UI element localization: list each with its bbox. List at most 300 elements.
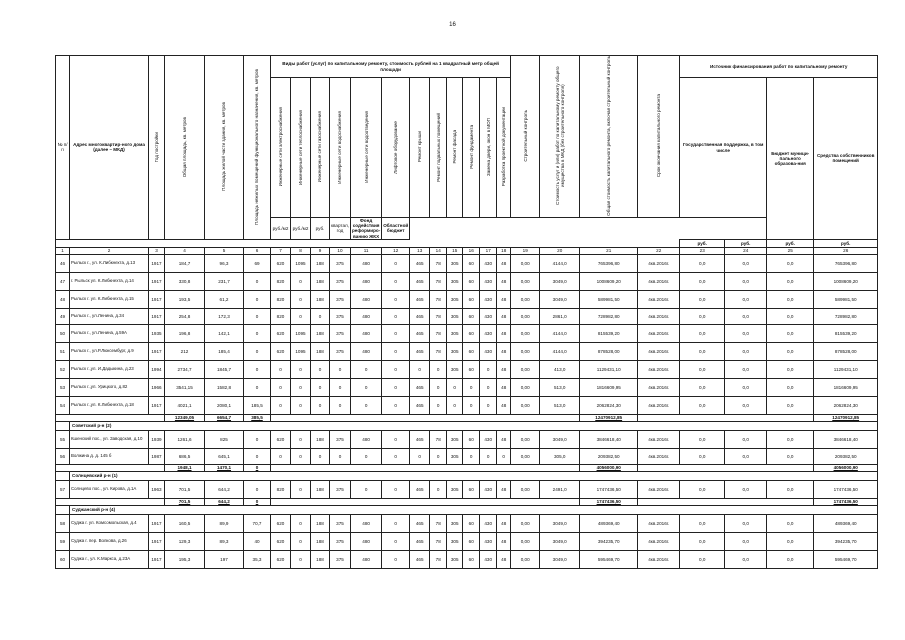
row-work-12: 48 [497,396,511,414]
row-regional: 0,0 [725,532,767,550]
row-number: 47 [56,272,70,290]
row-work-8: 78 [430,254,447,272]
row-total-area: 686,5 [165,448,205,464]
subtotal-works-blank [271,414,580,421]
header-total-cost-text: Общая стоимость капитального ремонта, включая строительный контроль [606,56,612,216]
header-works-group: Виды работ (услуг) по капитальному ремонту, стоимость рублей на 1 квадратный метр общей площади [271,56,511,78]
row-work-3: 188 [311,532,330,550]
row-total-area: 1261,6 [165,430,205,448]
row-municipal: 0,0 [767,430,814,448]
row-control: 0,00 [511,290,540,308]
row-owners: 878528,00 [814,342,878,360]
row-work-12: 48 [497,324,511,342]
table-row [56,532,878,550]
column-number-2: 2 [70,247,149,254]
row-deadline: 4кв.2016г. [638,324,680,342]
unit-row [56,239,878,247]
row-total-cost: 1008609,20 [580,272,638,290]
row-living-area: 61,2 [205,290,244,308]
unit-deadline: квартал, год [330,218,351,240]
row-control: 0,00 [511,532,540,550]
row-total-area: 193,5 [165,290,205,308]
row-total-cost: 2062824,30 [580,396,638,414]
table-row [56,324,878,342]
row-work-9: 305 [447,308,463,324]
row-work-3: 188 [311,550,330,568]
row-number: 55 [56,430,70,448]
column-number-19: 19 [511,247,540,254]
row-work-7: 465 [410,532,430,550]
row-number: 56 [56,448,70,464]
row-work-12: 48 [497,272,511,290]
row-work-7: 465 [410,342,430,360]
row-unit-cost: 3049,0 [540,514,580,532]
row-number: 48 [56,290,70,308]
row-number: 59 [56,532,70,550]
header-deadline [638,56,680,218]
row-unit-cost: 2861,0 [540,308,580,324]
unit-row-spacer [56,239,680,247]
row-work-8: 78 [430,290,447,308]
row-work-5: 0 [350,360,381,378]
row-fund: 0,0 [680,532,725,550]
row-work-3: 0 [311,448,330,464]
row-work-2: 0 [291,308,311,324]
row-total-area: 330,8 [165,272,205,290]
subtotal-row [56,498,878,505]
row-work-7: 465 [410,430,430,448]
row-work-10: 0 [463,378,480,396]
row-total-cost: 489369,40 [580,514,638,532]
row-work-8: 78 [430,550,447,568]
subtotal-total-cost: 4056000,90 [580,464,638,471]
header-work-3-text: Инженерные сети газоснабжения [317,111,323,183]
header-work-1 [271,78,291,218]
section-blank [56,421,70,430]
row-total-cost: 878528,00 [580,342,638,360]
row-control: 0,00 [511,254,540,272]
row-living-area: 231,7 [205,272,244,290]
row-work-5: 0 [350,378,381,396]
row-work-1: 620 [271,550,291,568]
row-work-4: 375 [330,308,351,324]
subtotal-blank [56,464,165,471]
column-number-21: 21 [580,247,638,254]
header-work-8-text: Ремонт подвальных помещений [435,112,441,182]
row-work-10: 60 [463,430,480,448]
row-work-12: 48 [497,514,511,532]
header-total-area [165,56,205,240]
row-year: 1917 [149,342,165,360]
header-work-3 [311,78,330,218]
row-work-10: 60 [463,272,480,290]
row-address: Рыльск г., ул.Ленина, д.59А [70,324,149,342]
subtotal-works-blank [271,464,580,471]
subtotal-works-blank [271,498,580,505]
row-number: 60 [56,550,70,568]
row-number: 54 [56,396,70,414]
row-work-2: 0 [291,378,311,396]
row-municipal: 0,0 [767,272,814,290]
row-total-cost: 1129431,10 [580,360,638,378]
row-work-7: 465 [410,550,430,568]
row-fund: 0,0 [680,272,725,290]
row-work-11: 430 [480,308,497,324]
row-address: Рыльск г.,ул. К.Либкнехта, д.18 [70,396,149,414]
row-work-6: 0 [382,448,410,464]
row-work-1: 0 [271,378,291,396]
row-work-9: 305 [447,360,463,378]
row-work-12: 48 [497,480,511,498]
row-total-cost: 595469,70 [580,550,638,568]
row-work-5: 0 [350,480,381,498]
row-work-4: 375 [330,254,351,272]
row-deadline: 4кв.2016г. [638,396,680,414]
row-number: 53 [56,378,70,396]
row-owners: 2062824,30 [814,396,878,414]
capital-repair-table [55,55,878,569]
header-work-7 [410,78,430,218]
row-total-cost: 765396,80 [580,254,638,272]
row-year: 1917 [149,514,165,532]
row-work-9: 305 [447,514,463,532]
header-fund: Фонд содействия реформиро-ванию ЖКХ [351,218,381,239]
row-work-9: 305 [447,342,463,360]
row-work-3: 0 [311,378,330,396]
section-label: Советский р-н (2) [70,421,878,430]
table-row [56,430,878,448]
row-work-1: 820 [271,480,291,498]
row-address: Рыльск г., ул.Р.Люксембург, д.9 [70,342,149,360]
row-owners: 589981,50 [814,290,878,308]
row-work-2: 0 [291,532,311,550]
row-municipal: 0,0 [767,254,814,272]
row-work-8: 78 [430,308,447,324]
table-row [56,308,878,324]
row-work-2: 0 [291,480,311,498]
row-living-area: 645,1 [205,448,244,464]
row-work-2: 1095 [291,342,311,360]
subtotal-living-area: 644,2 [205,498,244,505]
subtotal-nonres-area: 0 [244,464,271,471]
row-total-cost: 589981,50 [580,290,638,308]
table-row [56,550,878,568]
row-work-5: 480 [350,254,381,272]
section-row [56,421,878,430]
row-nonres-area: 0 [244,290,271,308]
row-nonres-area: 0 [244,430,271,448]
row-unit-cost: 4144,0 [540,254,580,272]
row-municipal: 0,0 [767,378,814,396]
column-number-23: 23 [680,247,725,254]
row-year: 1935 [149,324,165,342]
header-work-1-text: Инженерные сети электроснабжения [277,107,283,187]
row-total-area: 4021,1 [165,396,205,414]
row-work-1: 0 [271,448,291,464]
row-work-4: 375 [330,480,351,498]
column-number-18: 18 [497,247,511,254]
row-address: Волжина д. д. 145 б [70,448,149,464]
row-living-area: 89,3 [205,532,244,550]
row-total-area: 2734,7 [165,360,205,378]
row-number: 46 [56,254,70,272]
row-work-12: 48 [497,550,511,568]
header-work-7-text: Ремонт крыши [417,131,423,163]
row-work-8: 78 [430,272,447,290]
row-fund: 0,0 [680,324,725,342]
row-total-cost: 394235,70 [580,532,638,550]
row-work-12: 48 [497,430,511,448]
header-living-area-text: Площадь жилой части здания, кв. метров [221,102,227,192]
row-fund: 0,0 [680,550,725,568]
row-fund: 0,0 [680,290,725,308]
row-regional: 0,0 [725,430,767,448]
row-fund: 0,0 [680,430,725,448]
row-nonres-area: 0 [244,480,271,498]
row-work-2: 0 [291,550,311,568]
row-fund: 0,0 [680,480,725,498]
row-work-9: 305 [447,290,463,308]
row-deadline: 4кв.2016г. [638,342,680,360]
row-work-3: 188 [311,514,330,532]
row-work-1: 620 [271,342,291,360]
row-municipal: 0,0 [767,480,814,498]
subtotal-row [56,414,878,421]
header-work-6 [382,78,410,218]
row-work-2: 0 [291,396,311,414]
row-control: 0,00 [511,550,540,568]
row-work-11: 430 [480,550,497,568]
subtotal-total-cost: 1747436,50 [580,498,638,505]
row-regional: 0,0 [725,550,767,568]
row-unit-cost: 4144,0 [540,342,580,360]
header-year [149,56,165,240]
row-work-4: 375 [330,532,351,550]
row-deadline: 4кв.2016г. [638,550,680,568]
row-work-4: 375 [330,514,351,532]
row-work-9: 305 [447,532,463,550]
row-work-4: 375 [330,550,351,568]
row-work-6: 0 [382,254,410,272]
subtotal-living-area: 1470,1 [205,464,244,471]
header-funding-group: Источник финансирования работ по капитальному ремонту [680,56,878,78]
row-address: Кшенский пос., ул. Заводская, д.10 [70,430,149,448]
row-control: 0,00 [511,360,540,378]
column-number-9: 9 [311,247,330,254]
row-fund: 0,0 [680,342,725,360]
subtotal-blank [56,414,165,421]
row-control: 0,00 [511,342,540,360]
row-work-4: 0 [330,378,351,396]
row-living-area: 89,9 [205,514,244,532]
row-work-10: 60 [463,254,480,272]
row-address: Рыльск г.,ул. И.Дадыкина, д.23 [70,360,149,378]
header-total-area-text: Общая площадь, кв. метров [181,116,187,177]
column-number-25: 25 [767,247,814,254]
row-work-1: 820 [271,290,291,308]
row-work-2: 0 [291,360,311,378]
header-control [511,56,540,218]
row-nonres-area: 35,3 [244,550,271,568]
row-work-6: 0 [382,430,410,448]
header-nonres-area-text: Площадь нежилых помещений функционального назначения, кв. метров [254,68,260,225]
row-work-2: 0 [291,448,311,464]
row-work-11: 0 [480,448,497,464]
row-number: 57 [56,480,70,498]
row-work-3: 188 [311,430,330,448]
row-total-cost: 1816609,95 [580,378,638,396]
column-number-22: 22 [638,247,680,254]
row-work-9: 0 [447,378,463,396]
row-work-12: 48 [497,308,511,324]
row-deadline: 4кв.2016г. [638,378,680,396]
row-nonres-area: 0 [244,378,271,396]
row-work-3: 0 [311,396,330,414]
subtotal-blank [56,498,165,505]
row-year: 1917 [149,532,165,550]
row-nonres-area: 0 [244,342,271,360]
header-work-10-text: Ремонт фундамента [468,125,474,169]
row-regional: 0,0 [725,308,767,324]
row-work-10: 60 [463,360,480,378]
row-number: 51 [56,342,70,360]
header-work-11 [480,78,497,218]
row-municipal: 0,0 [767,550,814,568]
row-work-11: 430 [480,480,497,498]
row-work-12: 48 [497,532,511,550]
section-row [56,471,878,480]
header-address: Адрес многоквартир-ного дома (далее – МКД) [70,56,149,240]
section-row [56,505,878,514]
row-regional: 0,0 [725,396,767,414]
header-work-9-text: Ремонт фасада [452,130,458,164]
row-work-12: 48 [497,290,511,308]
row-work-4: 375 [330,272,351,290]
row-unit-cost: 305,0 [540,448,580,464]
row-work-11: 0 [480,396,497,414]
row-work-8: 78 [430,514,447,532]
row-nonres-area: 185,5 [244,396,271,414]
row-living-area: 197 [205,550,244,568]
row-owners: 394235,70 [814,532,878,550]
row-year: 1939 [149,430,165,448]
row-work-12: 0 [497,448,511,464]
row-work-12: 48 [497,342,511,360]
row-unit-cost: 2491,0 [540,480,580,498]
row-municipal: 0,0 [767,448,814,464]
row-work-12: 48 [497,360,511,378]
row-municipal: 0,0 [767,290,814,308]
column-number-row [56,247,878,254]
row-work-3: 0 [311,308,330,324]
row-total-area: 129,3 [165,532,205,550]
row-unit-cost: 513,0 [540,378,580,396]
header-work-12 [497,78,511,218]
unit-fund: руб. [680,239,725,247]
subtotal-nonres-area: 385,5 [244,414,271,421]
row-owners: 765396,80 [814,254,878,272]
row-total-cost: 815539,20 [580,324,638,342]
table-row [56,342,878,360]
row-owners: 1816609,95 [814,378,878,396]
row-living-area: 185,4 [205,342,244,360]
table-row [56,254,878,272]
row-year: 1994 [149,360,165,378]
row-work-4: 375 [330,342,351,360]
row-total-cost: 728982,80 [580,308,638,324]
row-control: 0,00 [511,430,540,448]
table-row [56,378,878,396]
row-work-5: 480 [350,272,381,290]
row-deadline: 4кв.2016г. [638,308,680,324]
row-work-8: 78 [430,342,447,360]
row-work-6: 0 [382,550,410,568]
row-control: 0,00 [511,308,540,324]
row-work-2: 0 [291,272,311,290]
row-municipal: 0,0 [767,514,814,532]
subtotal-mid-blank [638,464,814,471]
row-work-5: 480 [350,308,381,324]
header-work-2 [291,78,311,218]
section-label: Суджанский р-н (4) [70,505,878,514]
row-year: 1917 [149,290,165,308]
row-number: 58 [56,514,70,532]
row-control: 0,00 [511,272,540,290]
subtotal-owners: 12470912,85 [814,414,878,421]
header-work-5 [350,78,381,218]
subtotal-mid-blank [638,498,814,505]
row-address: Суджа г., ул. К.Маркса, д.23А [70,550,149,568]
table-row [56,360,878,378]
column-number-24: 24 [725,247,767,254]
row-year: 1963 [149,480,165,498]
header-unit-cost [540,56,580,218]
row-work-10: 60 [463,324,480,342]
row-owners: 1747436,50 [814,480,878,498]
row-living-area: 825 [205,430,244,448]
row-owners: 815539,20 [814,324,878,342]
row-work-6: 0 [382,324,410,342]
header-nonres-area [244,56,271,240]
row-work-3: 188 [311,290,330,308]
row-deadline: 4кв.2016г. [638,448,680,464]
row-work-7: 0 [410,360,430,378]
row-total-area: 195,3 [165,550,205,568]
row-municipal: 0,0 [767,308,814,324]
row-municipal: 0,0 [767,342,814,360]
row-year: 1917 [149,550,165,568]
row-work-1: 620 [271,254,291,272]
row-fund: 0,0 [680,514,725,532]
row-municipal: 0,0 [767,396,814,414]
row-work-12: 48 [497,254,511,272]
row-work-4: 375 [330,290,351,308]
row-work-11: 430 [480,532,497,550]
row-living-area: 142,1 [205,324,244,342]
row-work-2: 0 [291,514,311,532]
row-work-7: 465 [410,308,430,324]
row-living-area: 1582,8 [205,378,244,396]
row-regional: 0,0 [725,514,767,532]
row-total-area: 196,8 [165,324,205,342]
row-control: 0,00 [511,480,540,498]
row-work-11: 430 [480,324,497,342]
row-fund: 0,0 [680,254,725,272]
row-deadline: 4кв.2016г. [638,514,680,532]
column-number-5: 5 [205,247,244,254]
row-control: 0,00 [511,378,540,396]
row-work-11: 430 [480,272,497,290]
